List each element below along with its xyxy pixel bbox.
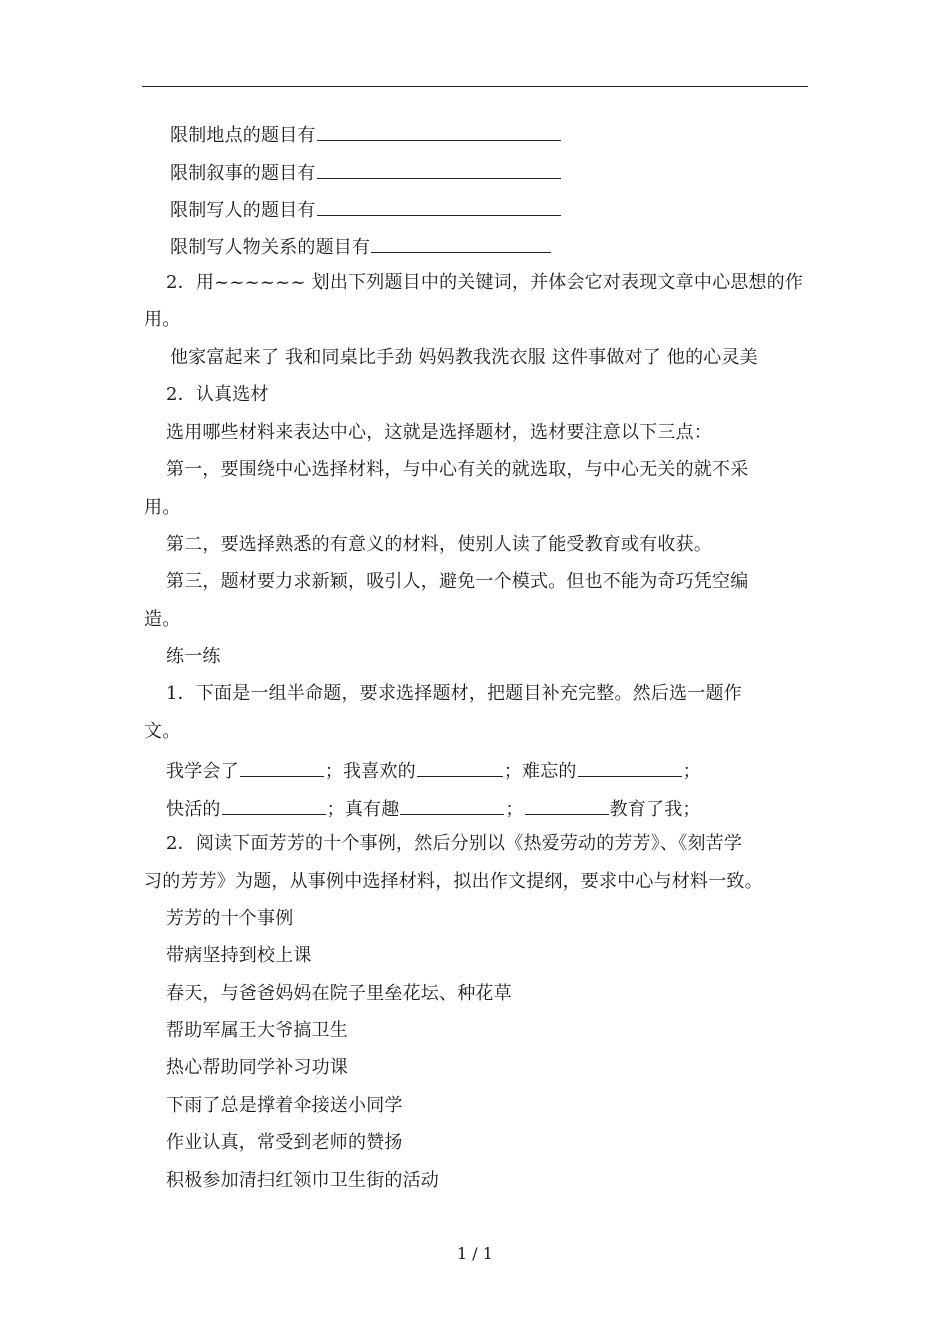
example-item: 作业认真，常受到老师的赞扬 xyxy=(166,1132,403,1153)
ex2-line2: 习的芳芳》为题，从事例中选择材料，拟出作文提纲，要求中心与材料一致。 xyxy=(144,871,763,892)
limit-person-line xyxy=(170,197,806,222)
limit-place-line xyxy=(170,122,806,147)
separator: ； xyxy=(505,799,524,820)
blank-2 xyxy=(417,758,503,777)
separator: ； xyxy=(324,761,344,782)
blank-limit-relation xyxy=(371,234,551,253)
ex2-line1: 2．阅读下面芳芳的十个事例，然后分别以《热爱劳动的芳芳》、《刻苦学 xyxy=(166,833,743,854)
separator: ； xyxy=(503,761,523,782)
example-item: 春天，与爸爸妈妈在院子里垒花坛、种花草 xyxy=(166,983,512,1004)
ex1-blanks-row2 xyxy=(166,796,806,821)
limit-relation-line xyxy=(170,234,806,259)
prompt-kuai-huo-de: 快活的 xyxy=(166,799,221,820)
section2-p3-line2: 造。 xyxy=(144,609,181,630)
blank-limit-person xyxy=(317,197,561,216)
blank-6 xyxy=(525,796,609,815)
example-item: 下雨了总是撑着伞接送小同学 xyxy=(166,1095,403,1116)
example-item: 积极参加清扫红领巾卫生街的活动 xyxy=(166,1170,439,1191)
q2-line1: 2．用~~~~~~ 划出下列题目中的关键词，并体会它对表现文章中心思想的作 xyxy=(166,272,804,293)
example-item: 热心帮助同学补习功课 xyxy=(166,1057,348,1078)
prompt-nan-wang-de: 难忘的 xyxy=(522,761,577,782)
limit-person-label: 限制写人的题目有 xyxy=(170,200,316,221)
practice-heading: 练一练 xyxy=(166,646,221,667)
ex1-blanks-row1 xyxy=(166,758,806,783)
q2-line2: 用。 xyxy=(144,309,181,330)
ex1-line1: 1．下面是一组半命题，要求选择题材，把题目补充完整。然后选一题作 xyxy=(166,683,742,704)
separator: ； xyxy=(682,761,701,782)
blank-1 xyxy=(240,758,324,777)
page-number: 1 / 1 xyxy=(457,1244,493,1263)
limit-narrative-label: 限制叙事的题目有 xyxy=(170,163,316,184)
prompt-xi-huan-de: 我喜欢的 xyxy=(343,761,416,782)
example-item: 帮助军属王大爷搞卫生 xyxy=(166,1020,348,1041)
example-item: 带病坚持到校上课 xyxy=(166,945,312,966)
limit-narrative-line xyxy=(170,160,806,185)
section2-p1-line2: 用。 xyxy=(144,497,181,518)
blank-limit-narrative xyxy=(317,160,561,179)
prompt-jiao-yu-le-wo: 教育了我； xyxy=(609,799,701,820)
separator: ； xyxy=(326,799,345,820)
blank-3 xyxy=(578,758,682,777)
blank-4 xyxy=(222,796,326,815)
section2-p2: 第二，要选择熟悉的有意义的材料，使别人读了能受教育或有收获。 xyxy=(166,534,712,555)
section2-p1-line1: 第一，要围绕中心选择材料，与中心有关的就选取，与中心无关的就不采 xyxy=(166,459,749,480)
q2-titles: 他家富起来了 我和同桌比手劲 妈妈教我洗衣服 这件事做对了 他的心灵美 xyxy=(170,347,758,368)
header-rule xyxy=(142,86,808,87)
prompt-xue-hui-le: 我学会了 xyxy=(166,761,239,782)
prompt-zhen-you-qu: 真有趣 xyxy=(344,799,400,820)
examples-heading: 芳芳的十个事例 xyxy=(166,908,294,929)
section2-intro: 选用哪些材料来表达中心，这就是选择题材，选材要注意以下三点： xyxy=(166,422,712,443)
blank-limit-place xyxy=(317,122,561,141)
section2-p3-line1: 第三，题材要力求新颖，吸引人，避免一个模式。但也不能为奇巧凭空编 xyxy=(166,571,749,592)
section2-heading: 2．认真选材 xyxy=(166,384,269,405)
blank-5 xyxy=(400,796,504,815)
limit-place-label: 限制地点的题目有 xyxy=(170,125,316,146)
ex1-line2: 文。 xyxy=(144,721,181,742)
limit-relation-label: 限制写人物关系的题目有 xyxy=(170,237,371,258)
